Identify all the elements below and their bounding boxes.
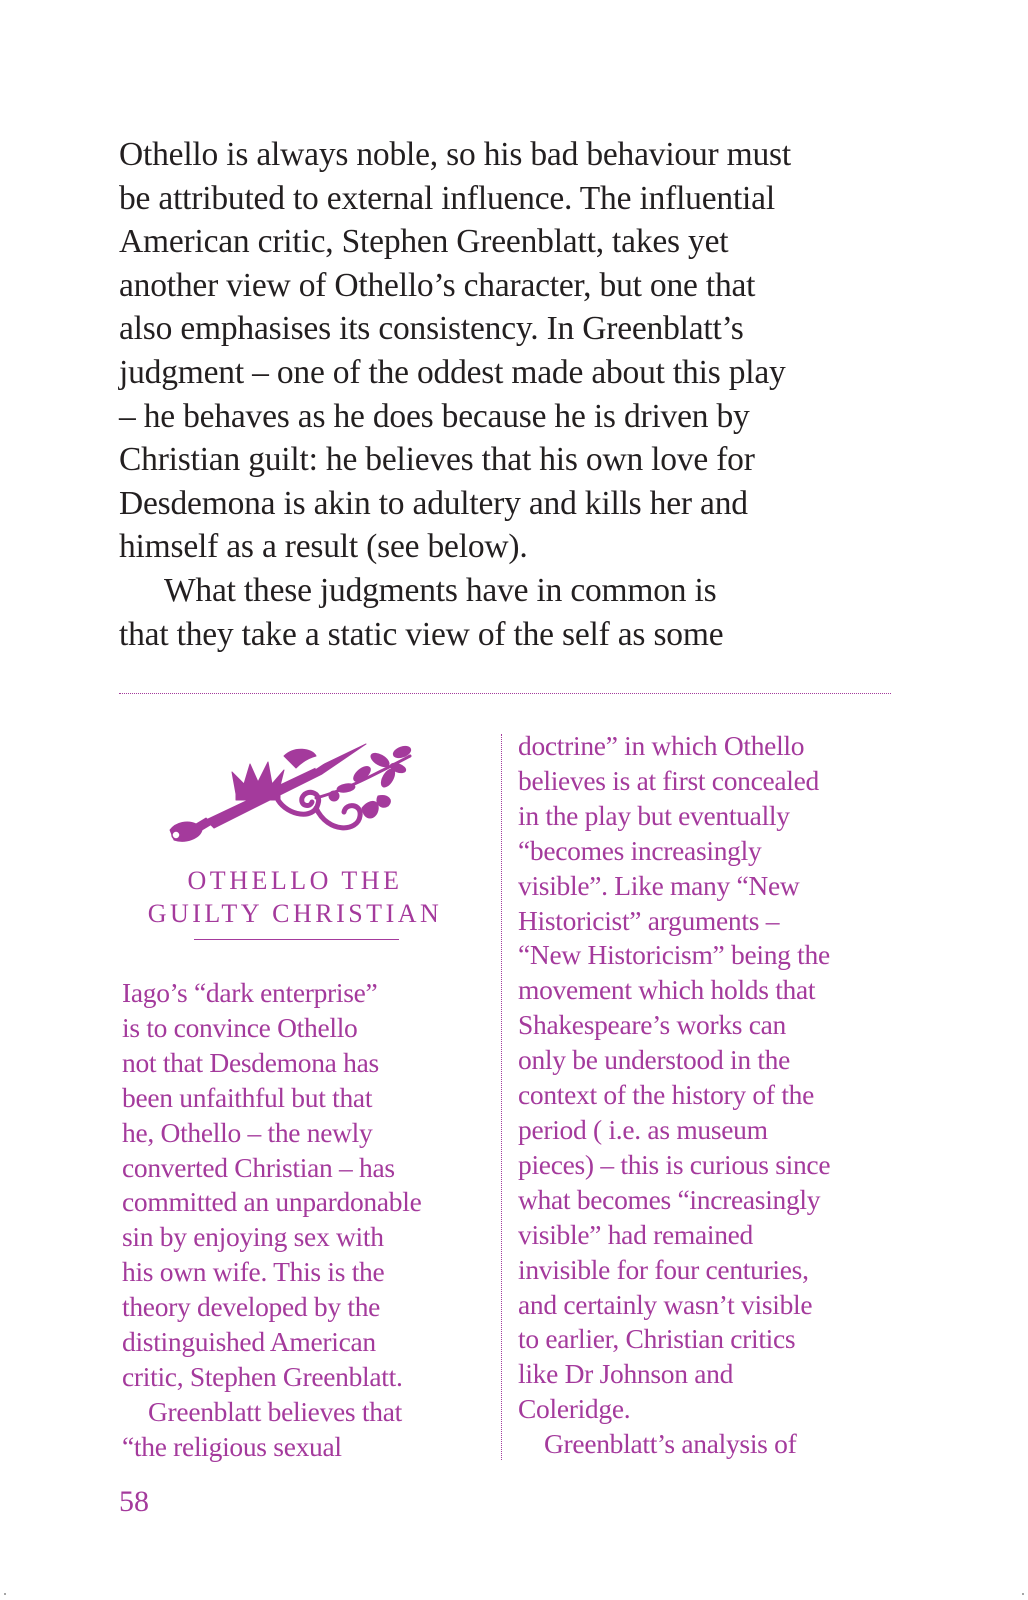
sidebar-line: his own wife. This is the [122,1256,385,1288]
sidebar-line: “New Historicism” being the [518,939,830,971]
body-line: Christian guilt: he believes that his own love for [119,441,755,479]
sidebar-line: “becomes increasingly [518,834,762,866]
body-line: be attributed to external influence. The influential [119,179,775,217]
sidebar-line: context of the history of the [518,1079,815,1111]
body-line: American critic, Stephen Greenblatt, takes yet [119,223,729,261]
title-underline [194,939,399,940]
sidebar-line: he, Othello – the newly [122,1116,373,1148]
sidebar-line: Shakespeare’s works can [518,1009,787,1041]
body-line: Desdemona is akin to adultery and kills her and [119,484,748,522]
sidebar-line: been unfaithful but that [122,1081,373,1113]
sidebar-line: critic, Stephen Greenblatt. [122,1360,403,1392]
sidebar-line: Iago’s “dark enterprise” [122,977,378,1008]
sidebar-line: visible” had remained [518,1218,753,1250]
body-line: another view of Othello’s character, but one that [119,266,756,304]
body-line: himself as a result (see below). [119,528,528,566]
sidebar-line: distinguished American [122,1326,376,1358]
sidebar-line: and certainly wasn’t visible [518,1288,813,1320]
body-line: also emphasises its consistency. In Greenblatt’s [119,310,744,348]
sidebar-line: what becomes “increasingly [518,1183,821,1215]
sidebar-line: “the religious sexual [122,1430,342,1462]
sidebar-line: in the play but eventually [518,799,790,831]
sidebar-line: like Dr Johnson and [518,1358,734,1390]
sidebar-line: period ( i.e. as museum [518,1113,768,1145]
sidebar-line: visible”. Like many “New [518,869,800,901]
sidebar-line: converted Christian – has [122,1151,395,1183]
sidebar-line: pieces) – this is curious since [518,1148,831,1180]
sidebar-line: not that Desdemona has [122,1046,379,1078]
sidebar-line: believes is at first concealed [518,764,820,796]
sidebar-title-line: OTHELLO THE [187,866,403,895]
crop-mark [4,1593,6,1595]
body-line: judgment – one of the oddest made about this play [119,353,786,391]
sidebar-line: movement which holds that [518,974,816,1006]
sidebar-line: invisible for four centuries, [518,1253,809,1285]
crop-mark [1022,1593,1024,1595]
body-line: that they take a static view of the self as some [119,615,724,653]
sidebar-right-column [518,729,888,1462]
sidebar-line: Historicist” arguments – [518,904,780,936]
sidebar-left-column [122,976,477,1465]
sidebar-line: theory developed by the [122,1291,381,1323]
sidebar-line: to earlier, Christian critics [518,1323,796,1355]
sidebar-line-indented: Greenblatt’s analysis of [544,1428,797,1460]
sidebar-line: Coleridge. [518,1393,631,1425]
body-line: – he behaves as he does because he is driven by [119,397,750,435]
sidebar-line: sin by enjoying sex with [122,1221,384,1253]
body-line-indented: What these judgments have in common is [164,571,717,609]
sidebar-title-line: GUILTY CHRISTIAN [147,899,443,928]
page-number: 58 [119,1485,149,1518]
main-body-text [119,133,891,656]
sidebar-line: doctrine” in which Othello [518,730,805,761]
body-line: Othello is always noble, so his bad behaviour must [119,136,792,173]
sidebar-line: committed an unpardonable [122,1186,422,1218]
section-divider [119,693,891,694]
sidebar-line: only be understood in the [518,1044,791,1076]
column-divider [501,734,502,1460]
sidebar-line-indented: Greenblatt believes that [148,1395,402,1427]
sidebar-line: is to convince Othello [122,1011,358,1043]
dagger-crown-flower-ornament-icon [166,738,414,848]
sidebar-title [120,864,470,930]
